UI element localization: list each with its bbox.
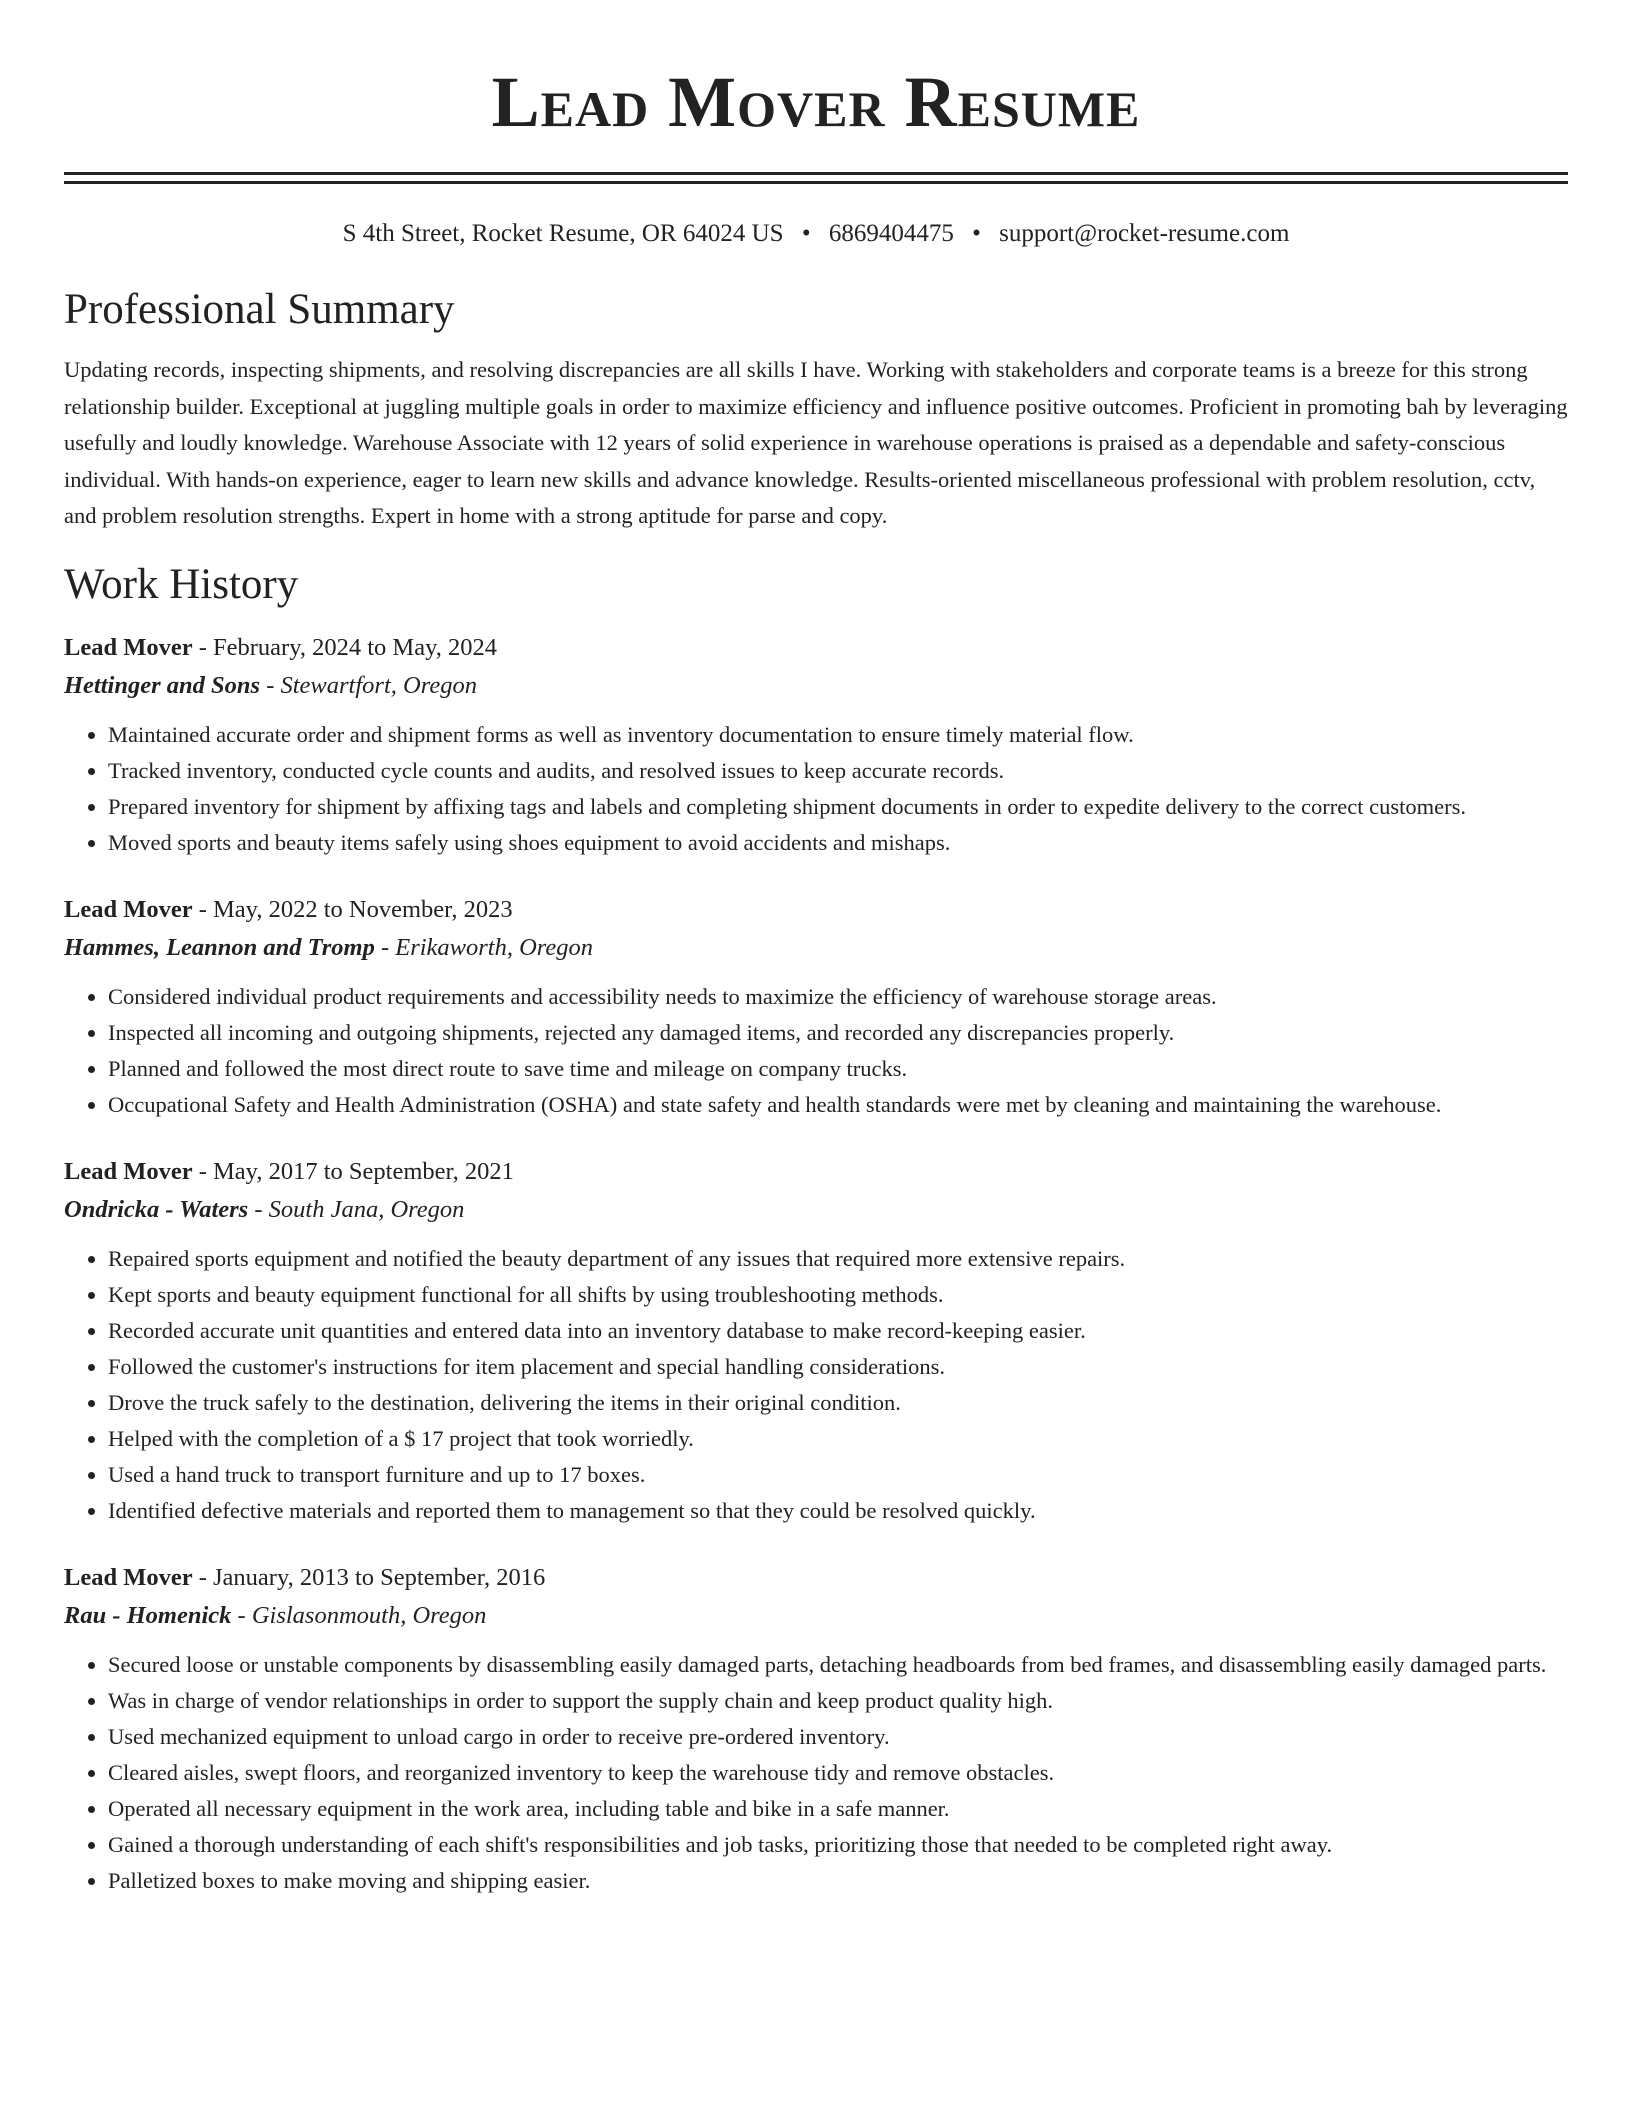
job-bullets <box>64 979 1568 1123</box>
job-title: Lead Mover <box>64 1157 193 1185</box>
job-bullet: • Palletized boxes to make moving and shipping easier. <box>108 1863 1568 1899</box>
job-bullet: • Tracked inventory, conducted cycle counts and audits, and resolved issues to keep accurate records. <box>108 753 1568 789</box>
contact-separator: • <box>972 220 981 247</box>
job-bullet: • Considered individual product requirements and accessibility needs to maximize the efficiency of warehouse storage areas. <box>108 979 1568 1015</box>
job-bullet: • Occupational Safety and Health Administration (OSHA) and state safety and health standards were met by cleaning and maintaining the warehouse. <box>108 1087 1568 1123</box>
company-line <box>64 1597 1568 1635</box>
job-dash: - <box>192 895 214 923</box>
job-bullet: • Drove the truck safely to the destination, delivering the items in their original condition. <box>108 1385 1568 1421</box>
job-bullet: • Prepared inventory for shipment by affixing tags and labels and completing shipment documents in order to expedite delivery to the correct customers. <box>108 789 1568 825</box>
job-title-line <box>64 629 1568 667</box>
company-dash: - <box>260 671 281 699</box>
company-name: Rau - Homenick <box>64 1601 232 1629</box>
company-location: Stewartfort, Oregon <box>280 671 477 699</box>
company-name: Hettinger and Sons <box>64 671 261 699</box>
job-title-line <box>64 1559 1568 1597</box>
job-title: Lead Mover <box>64 895 193 923</box>
company-line <box>64 1191 1568 1229</box>
job-dash: - <box>192 1157 214 1185</box>
company-name: Hammes, Leannon and Tromp <box>64 933 375 961</box>
job-entry <box>64 1153 1568 1529</box>
summary-text: Updating records, inspecting shipments, and resolving discrepancies are all skills I have. Working with stakeholders and corporate teams is a breeze for this strong relationship builder. Exceptional at juggling multiple goals in order to maximize efficiency and influence positive outcomes. Proficient in promoting bah by leveraging usefully and loudly knowledge. Warehouse Associate with 12 years of solid experience in warehouse operations is praised as a dependable and safety-conscious individual. With hands-on experience, eager to learn new skills and advance knowledge. Results-oriented miscellaneous professional with problem resolution, cctv, and problem resolution strengths. Expert in home with a strong aptitude for parse and copy. <box>64 357 1568 528</box>
job-entry <box>64 629 1568 861</box>
job-entry <box>64 1559 1568 1899</box>
job-bullets <box>64 1647 1568 1899</box>
job-bullet: • Inspected all incoming and outgoing shipments, rejected any damaged items, and recorded any discrepancies properly. <box>108 1015 1568 1051</box>
job-bullet: • Kept sports and beauty equipment functional for all shifts by using troubleshooting methods. <box>108 1277 1568 1313</box>
job-bullet: • Gained a thorough understanding of each shift's responsibilities and job tasks, prioritizing those that needed to be completed right away. <box>108 1827 1568 1863</box>
job-dates: May, 2022 to November, 2023 <box>213 895 513 923</box>
resume-title: Lead Mover Resume <box>491 62 1141 142</box>
job-title: Lead Mover <box>64 633 193 661</box>
job-dash: - <box>192 1563 214 1591</box>
company-line <box>64 929 1568 967</box>
contact-separator: • <box>801 220 811 247</box>
company-name: Ondricka - Waters <box>64 1195 249 1223</box>
contact-address: S 4th Street, Rocket Resume, OR 64024 US <box>342 220 784 247</box>
job-bullet: • Repaired sports equipment and notified the beauty department of any issues that required more extensive repairs. <box>108 1241 1568 1277</box>
job-bullets <box>64 1241 1568 1529</box>
company-line <box>64 667 1568 705</box>
work-history-heading: Work History <box>64 560 299 608</box>
job-entry <box>64 891 1568 1123</box>
job-bullet: • Used mechanized equipment to unload cargo in order to receive pre-ordered inventory. <box>108 1719 1568 1755</box>
job-bullet: • Helped with the completion of a $ 17 project that took worriedly. <box>108 1421 1568 1457</box>
job-dash: - <box>192 633 214 661</box>
contact-email: support@rocket-resume.com <box>999 220 1290 247</box>
job-dates: May, 2017 to September, 2021 <box>213 1157 514 1185</box>
company-location: South Jana, Oregon <box>268 1195 465 1223</box>
job-bullet: • Maintained accurate order and shipment forms as well as inventory documentation to ensure timely material flow. <box>108 717 1568 753</box>
job-bullet: • Was in charge of vendor relationships in order to support the supply chain and keep product quality high. <box>108 1683 1568 1719</box>
job-bullet: • Recorded accurate unit quantities and entered data into an inventory database to make record-keeping easier. <box>108 1313 1568 1349</box>
company-dash: - <box>248 1195 269 1223</box>
company-location: Gislasonmouth, Oregon <box>251 1601 487 1629</box>
contact-line <box>64 218 1568 250</box>
job-bullet: • Cleared aisles, swept floors, and reorganized inventory to keep the warehouse tidy and remove obstacles. <box>108 1755 1568 1791</box>
summary-heading: Professional Summary <box>64 286 455 333</box>
job-bullet: • Operated all necessary equipment in the work area, including table and bike in a safe manner. <box>108 1791 1568 1827</box>
job-bullets <box>64 717 1568 861</box>
job-bullet: • Moved sports and beauty items safely using shoes equipment to avoid accidents and mishaps. <box>108 825 1568 861</box>
job-bullet: • Followed the customer's instructions for item placement and special handling considerations. <box>108 1349 1568 1385</box>
job-bullet: • Used a hand truck to transport furniture and up to 17 boxes. <box>108 1457 1568 1493</box>
job-title-line <box>64 891 1568 929</box>
company-location: Erikaworth, Oregon <box>395 933 594 961</box>
job-title: Lead Mover <box>64 1563 193 1591</box>
job-bullet: • Identified defective materials and reported them to management so that they could be resolved quickly. <box>108 1493 1568 1529</box>
job-bullet: • Secured loose or unstable components by disassembling easily damaged parts, detaching headboards from bed frames, and disassembling easily damaged parts. <box>108 1647 1568 1683</box>
company-dash: - <box>231 1601 252 1629</box>
contact-phone: 6869404475 <box>828 220 954 247</box>
job-title-line <box>64 1153 1568 1191</box>
title-divider <box>64 172 1568 184</box>
job-bullet: • Planned and followed the most direct route to save time and mileage on company trucks. <box>108 1051 1568 1087</box>
company-dash: - <box>374 933 396 961</box>
job-dates: February, 2024 to May, 2024 <box>213 633 497 661</box>
job-dates: January, 2013 to September, 2016 <box>213 1563 546 1591</box>
